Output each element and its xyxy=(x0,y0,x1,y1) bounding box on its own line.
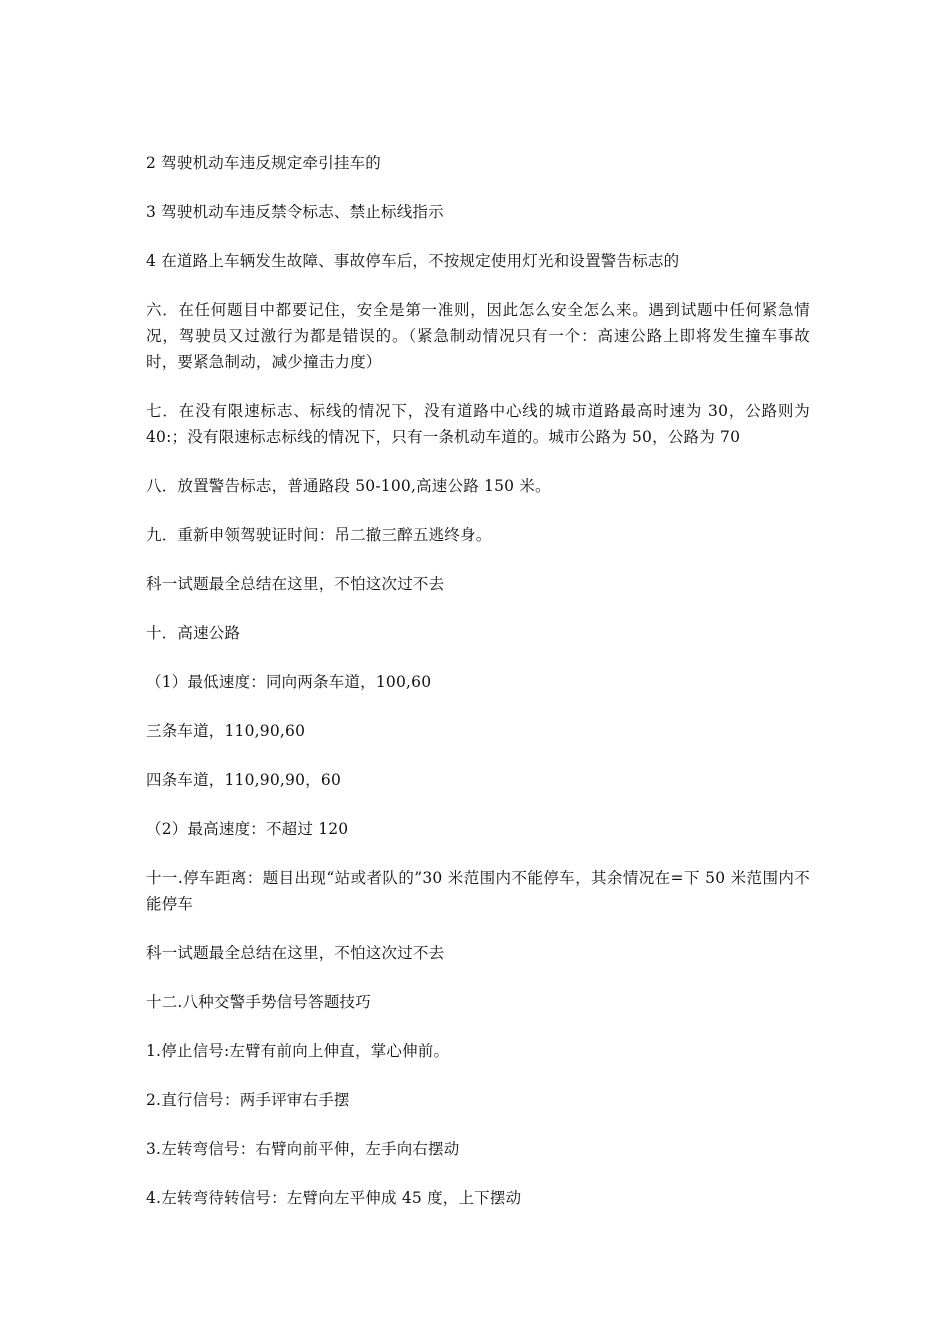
paragraph-16: 十二.八种交警手势信号答题技巧 xyxy=(146,993,371,1011)
paragraph-3: 4 在道路上车辆发生故障、事故停车后，不按规定使用灯光和设置警告标志的 xyxy=(146,252,680,270)
paragraph-5: 七．在没有限速标志、标线的情况下，没有道路中心线的城市道路最高时速为 30，公路则为 40:；没有限速标志标线的情况下，只有一条机动车道的。城市公路为 50，公路为 70 xyxy=(146,402,810,446)
paragraph-13: （2）最高速度：不超过 120 xyxy=(146,820,349,838)
paragraph-14: 十一.停车距离：题目出现“站或者队的”30 米范围内不能停车，其余情况在=下 50 米范围内不能停车 xyxy=(146,869,810,913)
paragraph-7: 九．重新申领驾驶证时间：吊二撤三醉五逃终身。 xyxy=(146,526,492,544)
paragraph-8: 科一试题最全总结在这里，不怕这次过不去 xyxy=(146,575,445,593)
paragraph-11: 三条车道，110,90,60 xyxy=(146,722,306,740)
paragraph-15: 科一试题最全总结在这里，不怕这次过不去 xyxy=(146,944,445,962)
paragraph-19: 3.左转弯信号：右臂向前平伸，左手向右摆动 xyxy=(146,1140,460,1158)
document-body xyxy=(146,150,810,1234)
paragraph-4: 六．在任何题目中都要记住，安全是第一准则，因此怎么安全怎么来。遇到试题中任何紧急情况，驾驶员又过激行为都是错误的。（紧急制动情况只有一个：高速公路上即将发生撞车事故时，要紧急制动，减少撞击力度） xyxy=(146,301,810,371)
paragraph-9: 十．高速公路 xyxy=(146,624,241,642)
paragraph-2: 3 驾驶机动车违反禁令标志、禁止标线指示 xyxy=(146,203,444,221)
paragraph-18: 2.直行信号：两手评审右手摆 xyxy=(146,1091,350,1109)
paragraph-10: （1）最低速度：同向两条车道，100,60 xyxy=(146,673,432,691)
paragraph-1: 2 驾驶机动车违反规定牵引挂车的 xyxy=(146,154,381,172)
paragraph-20: 4.左转弯待转信号：左臂向左平伸成 45 度，上下摆动 xyxy=(146,1189,522,1207)
paragraph-6: 八．放置警告标志，普通路段 50-100,高速公路 150 米。 xyxy=(146,477,551,495)
paragraph-12: 四条车道，110,90,90，60 xyxy=(146,771,342,789)
paragraph-17: 1.停止信号:左臂有前向上伸直，掌心伸前。 xyxy=(146,1042,450,1060)
